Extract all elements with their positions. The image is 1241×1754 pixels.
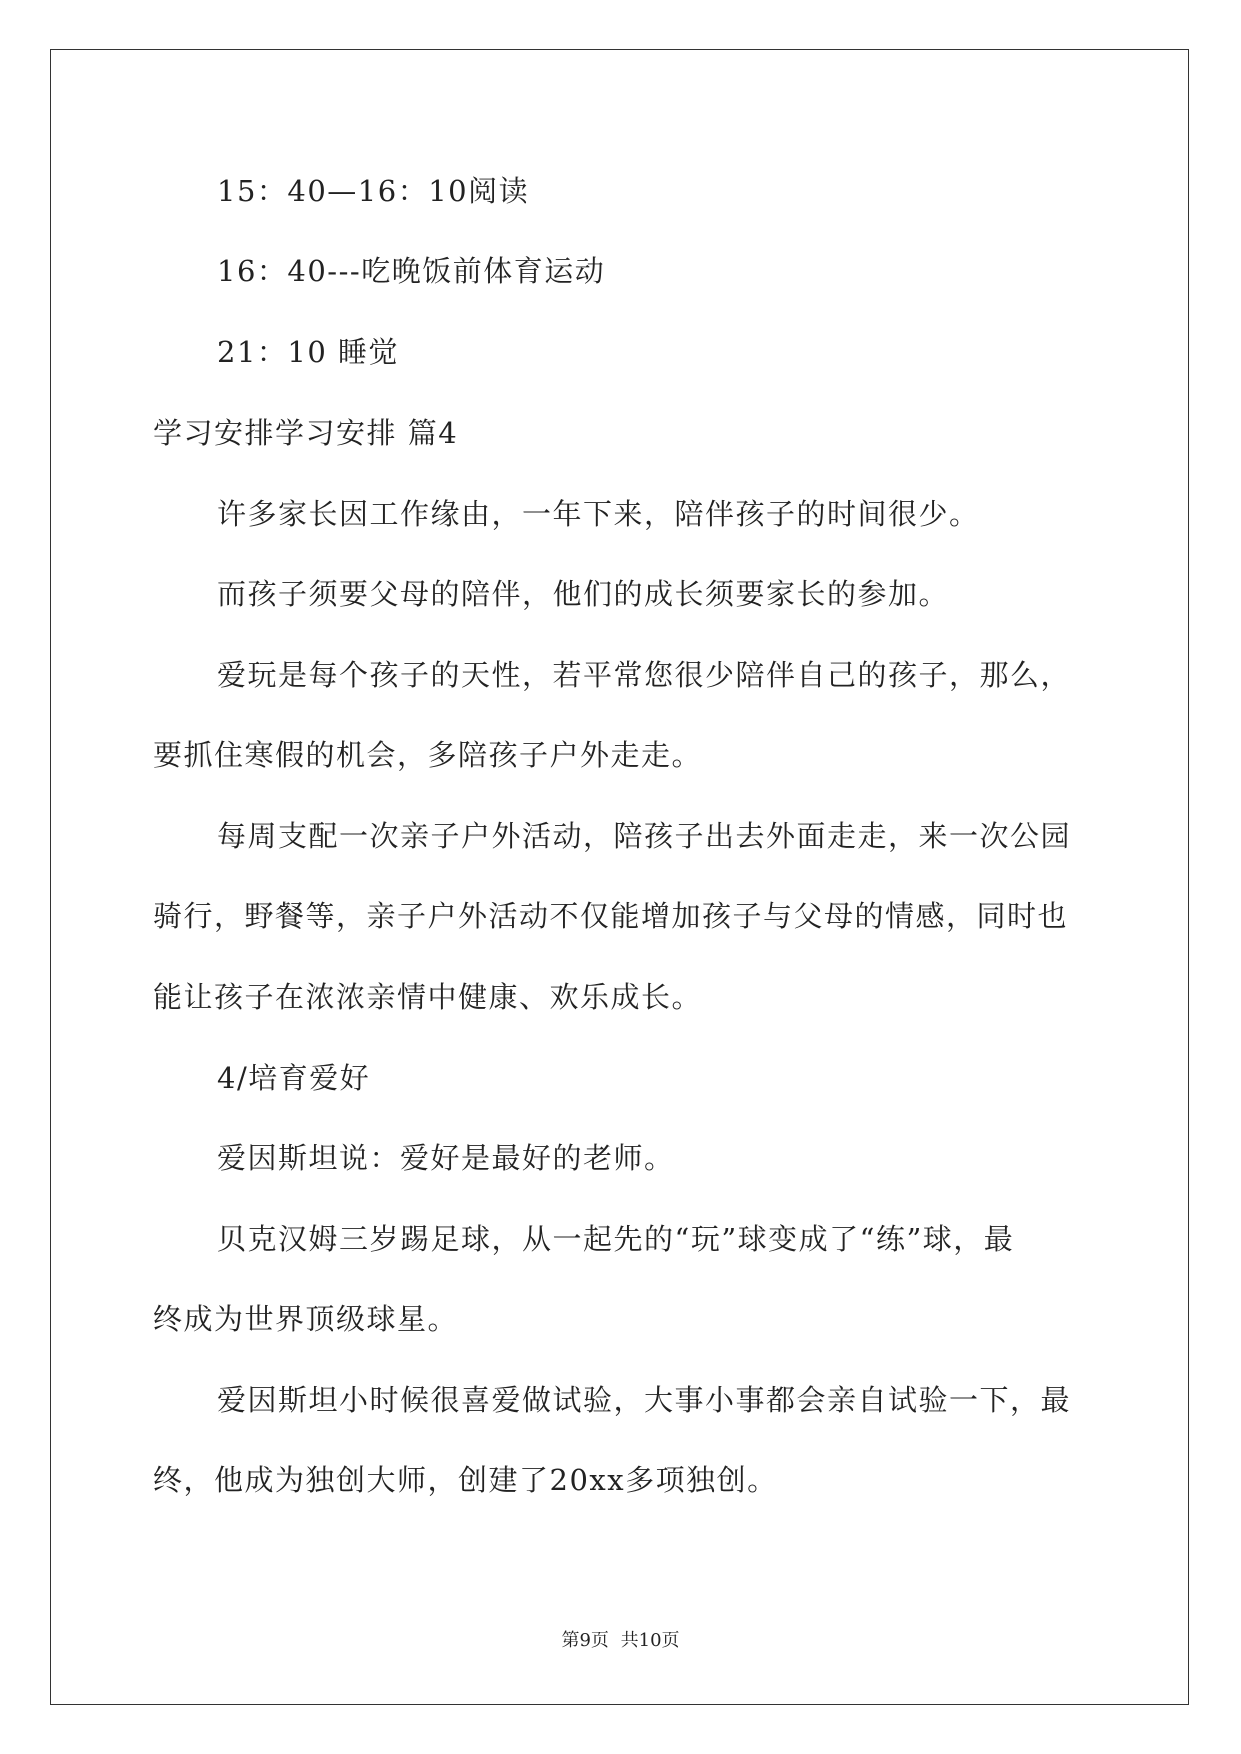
text-line: 终成为世界顶级球星。 (153, 1302, 459, 1336)
text-line: 4/培育爱好 (217, 1061, 371, 1095)
text-line: 爱因斯坦说：爱好是最好的老师。 (217, 1141, 675, 1175)
text-line: 而孩子须要父母的陪伴，他们的成长须要家长的参加。 (217, 577, 950, 611)
text-line: 每周支配一次亲子户外活动，陪孩子出去外面走走，来一次公园 (217, 819, 1072, 853)
text-line: 16：40---吃晚饭前体育运动 (217, 254, 606, 288)
text-line: 终，他成为独创大师，创建了20xx多项独创。 (153, 1463, 778, 1497)
page-number: 第9页 (561, 1630, 609, 1651)
page-border (50, 49, 1189, 1705)
text-line: 爱玩是每个孩子的天性，若平常您很少陪伴自己的孩子，那么， (217, 658, 1072, 692)
text-line: 要抓住寒假的机会，多陪孩子户外走走。 (153, 738, 703, 772)
text-line: 能让孩子在浓浓亲情中健康、欢乐成长。 (153, 980, 703, 1014)
text-line: 贝克汉姆三岁踢足球，从一起先的“玩”球变成了“练”球，最 (217, 1222, 1015, 1256)
text-line: 骑行，野餐等，亲子户外活动不仅能增加孩子与父母的情感，同时也 (153, 899, 1069, 933)
text-line: 爱因斯坦小时候很喜爱做试验，大事小事都会亲自试验一下，最 (217, 1383, 1072, 1417)
page-footer (0, 1629, 1241, 1653)
text-line: 15：40—16：10阅读 (217, 174, 530, 208)
text-line: 许多家长因工作缘由，一年下来，陪伴孩子的时间很少。 (217, 497, 980, 531)
page-total: 共10页 (620, 1630, 680, 1651)
text-line: 21：10 睡觉 (217, 335, 400, 369)
section-heading: 学习安排学习安排 篇4 (153, 416, 459, 450)
